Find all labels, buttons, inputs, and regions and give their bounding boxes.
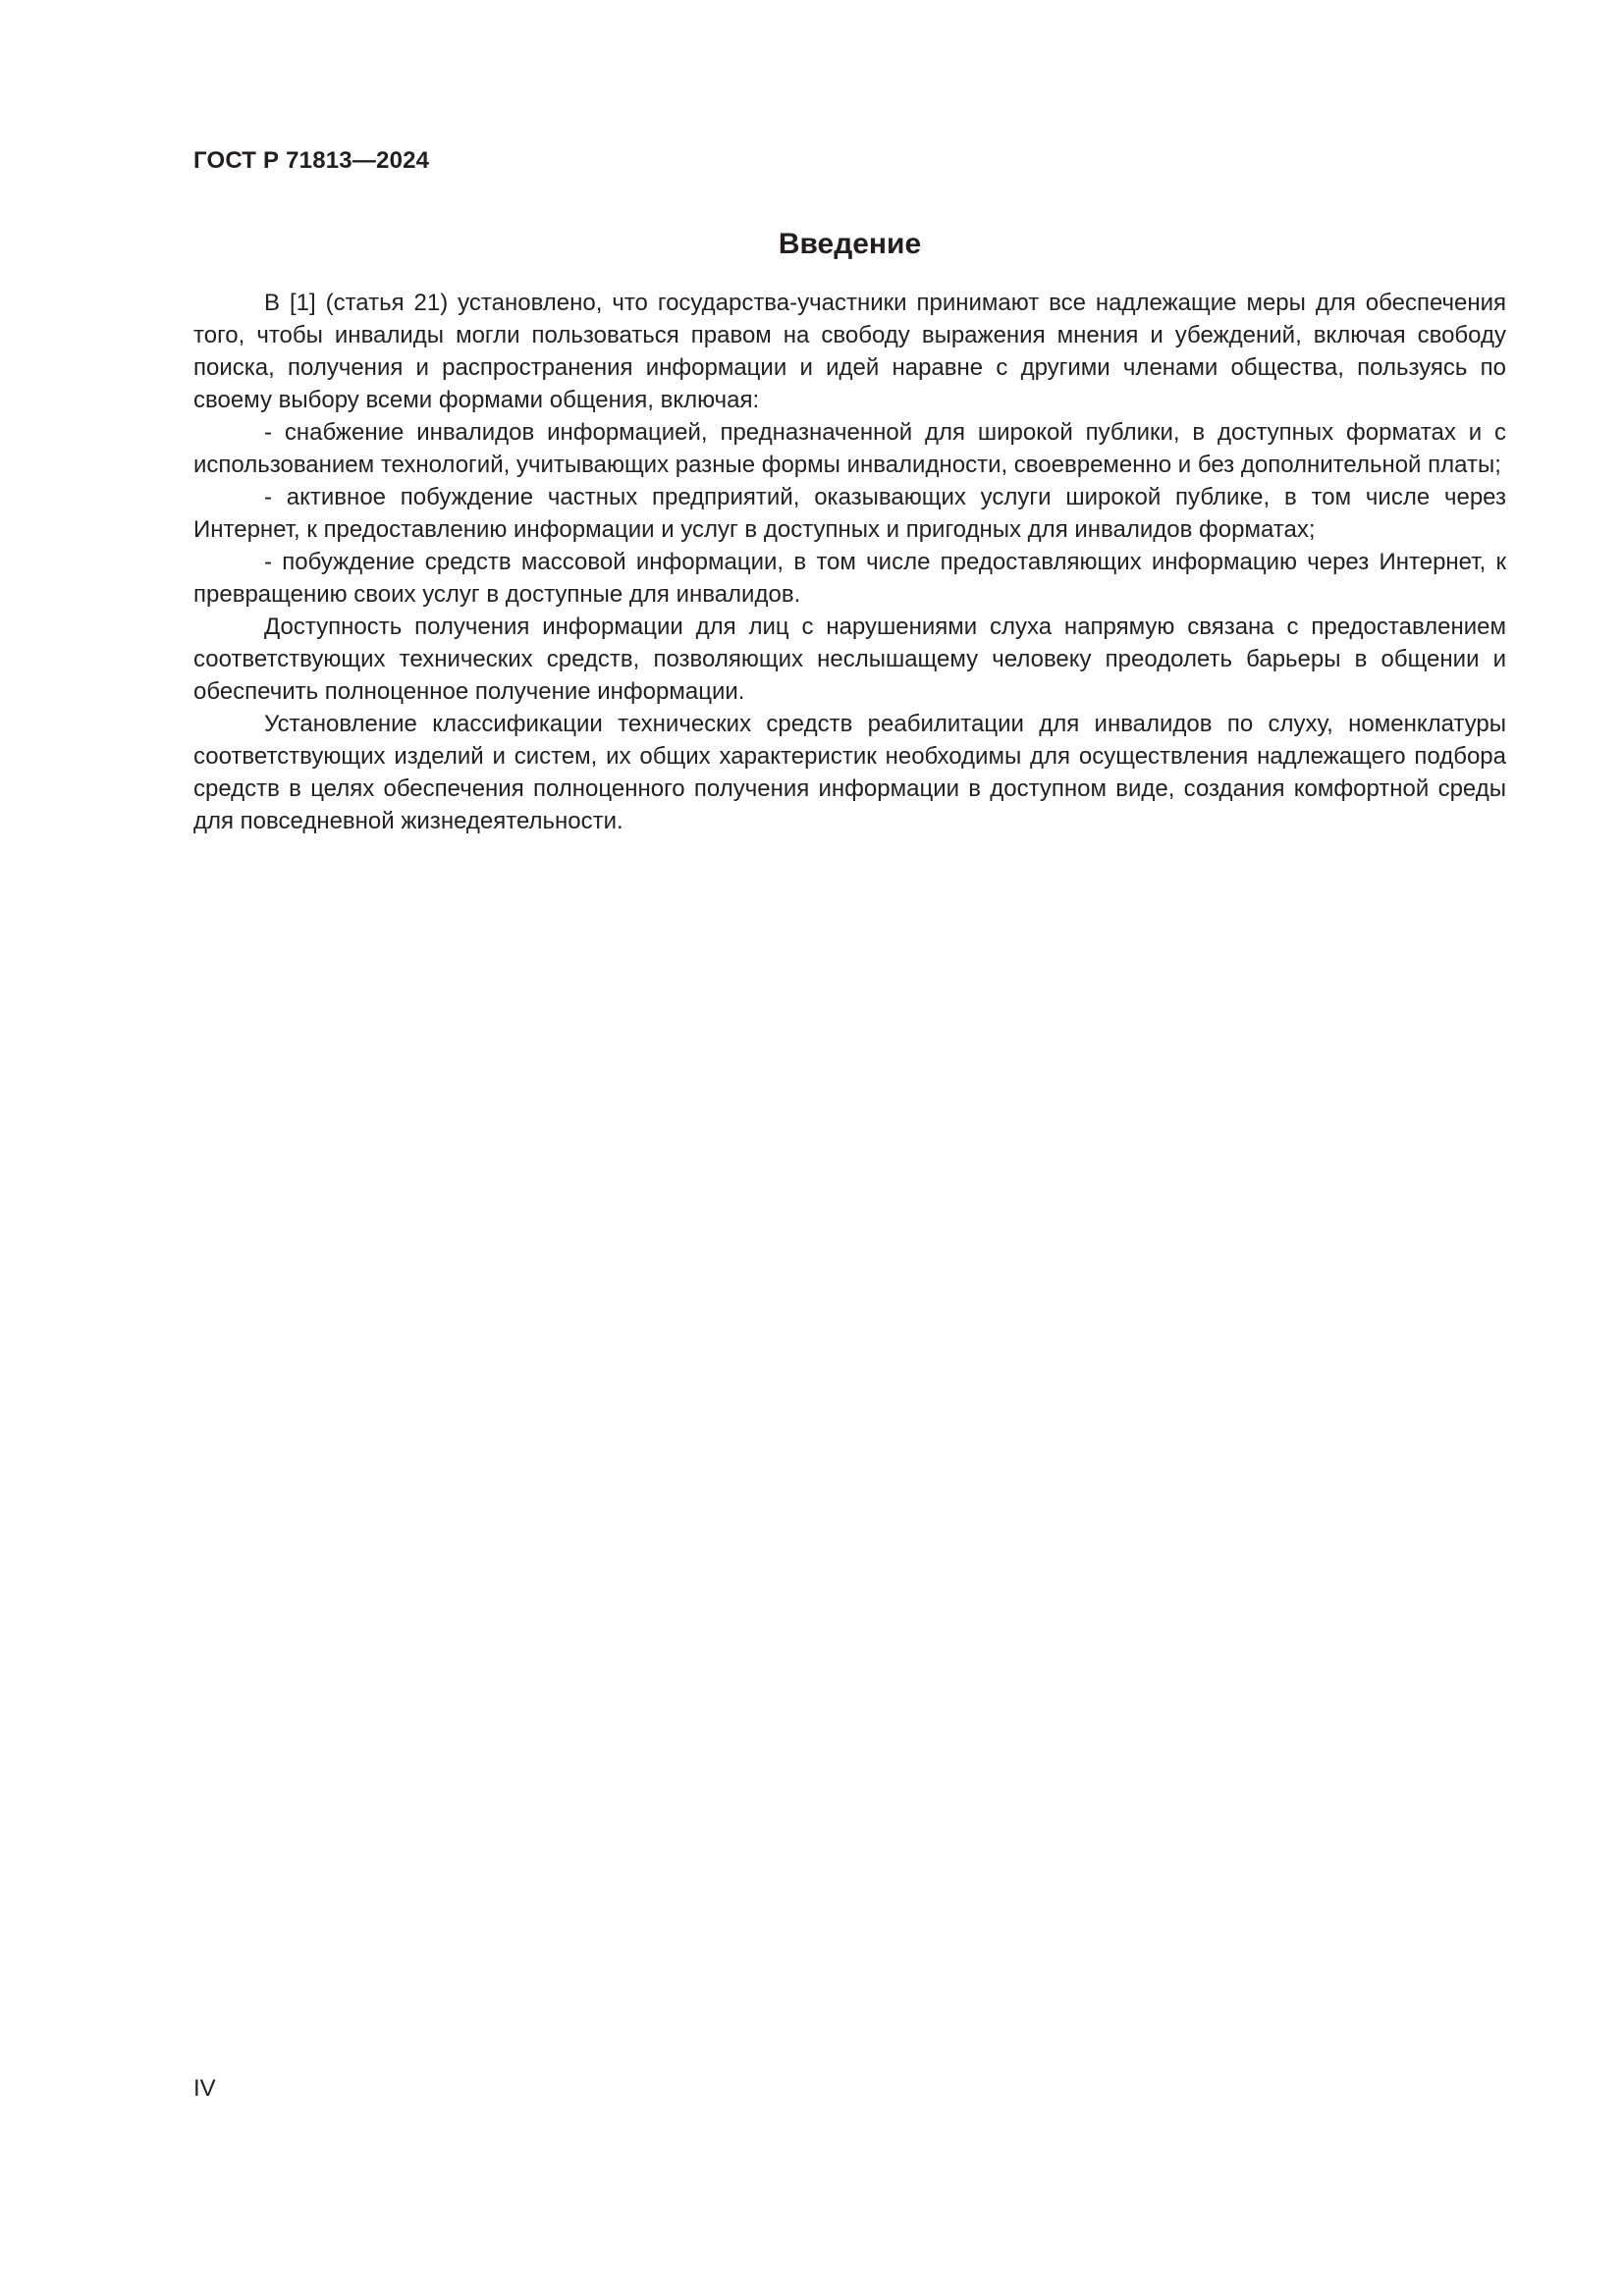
introduction-body	[193, 287, 1506, 837]
list-item: - побуждение средств массовой информации, в том числе предоставляющих информацию через Интернет, к превращению своих услуг в доступные для инвалидов.	[193, 549, 1506, 608]
page-number: IV	[193, 2075, 216, 2102]
section-title: Введение	[778, 228, 922, 260]
list-item: - активное побуждение частных предприятий, оказывающих услуги широкой публике, в том числе через Интернет, к предоставлению информации и услуг в доступных и пригодных для инвалидов форматах;	[193, 484, 1506, 543]
paragraph-classification: Установление классификации технических средств реабилитации для инвалидов по слуху, номенклатуры соответствующих изделий и систем, их общих характеристик необходимы для осуществления надлежащего подбора средств в целях обеспечения полноценного получения информации в доступном виде, создания комфортной среды для повседневной жизнедеятельности.	[193, 711, 1506, 834]
list-item: - снабжение инвалидов информацией, предназначенной для широкой публики, в доступных форматах и с использованием технологий, учитывающих разные формы инвалидности, своевременно и без дополнительной платы;	[193, 419, 1506, 478]
paragraph-accessibility: Доступность получения информации для лиц с нарушениями слуха напрямую связана с предоставлением соответствующих технических средств, позволяющих неслышащему человеку преодолеть барьеры в общении и обеспечить полноценное получение информации.	[193, 614, 1506, 705]
paragraph-intro: В [1] (статья 21) установлено, что государства-участники принимают все надлежащие меры для обеспечения того, чтобы инвалиды могли пользоваться правом на свободу выражения мнения и убеждений, включая свободу поиска, получения и распространения информации и идей наравне с другими членами общества, пользуясь по своему выбору всеми формами общения, включая:	[193, 290, 1506, 413]
document-code-header: ГОСТ Р 71813—2024	[193, 147, 430, 174]
